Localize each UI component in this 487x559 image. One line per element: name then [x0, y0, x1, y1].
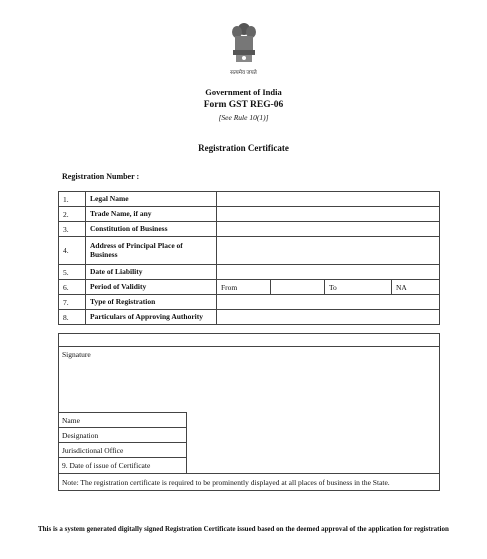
row-value: [217, 192, 440, 207]
row-label: Date of Liability: [86, 265, 217, 280]
table-row: [59, 280, 440, 295]
table-row: [59, 192, 440, 207]
signature-label: Signature: [62, 350, 91, 359]
designation-field: Designation: [59, 428, 187, 443]
details-table: [58, 191, 440, 325]
form-title: Form GST REG-06: [203, 100, 284, 110]
registration-number-label: Registration Number :: [62, 172, 140, 181]
table-row: [59, 310, 440, 325]
table-row: [59, 207, 440, 222]
table-row: [59, 265, 440, 280]
table-row: [59, 237, 440, 265]
row-number: 5.: [59, 265, 86, 280]
row-label: Particulars of Approving Authority: [86, 310, 217, 325]
divider: [59, 334, 439, 347]
row-number: 8.: [59, 310, 86, 325]
to-label: To: [325, 280, 392, 295]
row-value: [217, 222, 440, 237]
row-number: 4.: [59, 237, 86, 265]
row-label: Trade Name, if any: [86, 207, 217, 222]
table-row: [59, 222, 440, 237]
row-value: [217, 310, 440, 325]
to-value: NA: [392, 280, 440, 295]
table-row: [59, 295, 440, 310]
row-label: Legal Name: [86, 192, 217, 207]
emblem-caption: सत्यमेव जयते: [230, 70, 257, 76]
certificate-title: Registration Certificate: [198, 143, 289, 153]
row-number: 2.: [59, 207, 86, 222]
footer-statement: This is a system generated digitally signed Registration Certificate issued based on the deemed approval of the application for registration: [38, 525, 449, 533]
row-number: 1.: [59, 192, 86, 207]
rule-reference: [See Rule 10(1)]: [218, 113, 269, 122]
authority-block: [58, 333, 440, 491]
from-value: [271, 280, 325, 295]
government-title: Government of India: [205, 87, 282, 97]
row-value: [217, 237, 440, 265]
authority-fields: [59, 412, 187, 473]
row-number: 6.: [59, 280, 86, 295]
from-label: From: [217, 280, 271, 295]
row-number: 7.: [59, 295, 86, 310]
row-number: 3.: [59, 222, 86, 237]
row-value: [217, 295, 440, 310]
name-field: Name: [59, 413, 187, 428]
national-emblem-icon: [228, 22, 260, 66]
display-note: Note: The registration certificate is required to be prominently displayed at all places of business in the State.: [59, 473, 439, 490]
row-value: [217, 207, 440, 222]
row-value: [217, 265, 440, 280]
row-label: Type of Registration: [86, 295, 217, 310]
row-label: Constitution of Business: [86, 222, 217, 237]
row-label: Address of Principal Place of Business: [86, 237, 217, 265]
row-label: Period of Validity: [86, 280, 217, 295]
jurisdictional-office-field: Jurisdictional Office: [59, 443, 187, 458]
date-of-issue-field: 9. Date of issue of Certificate: [59, 458, 187, 473]
